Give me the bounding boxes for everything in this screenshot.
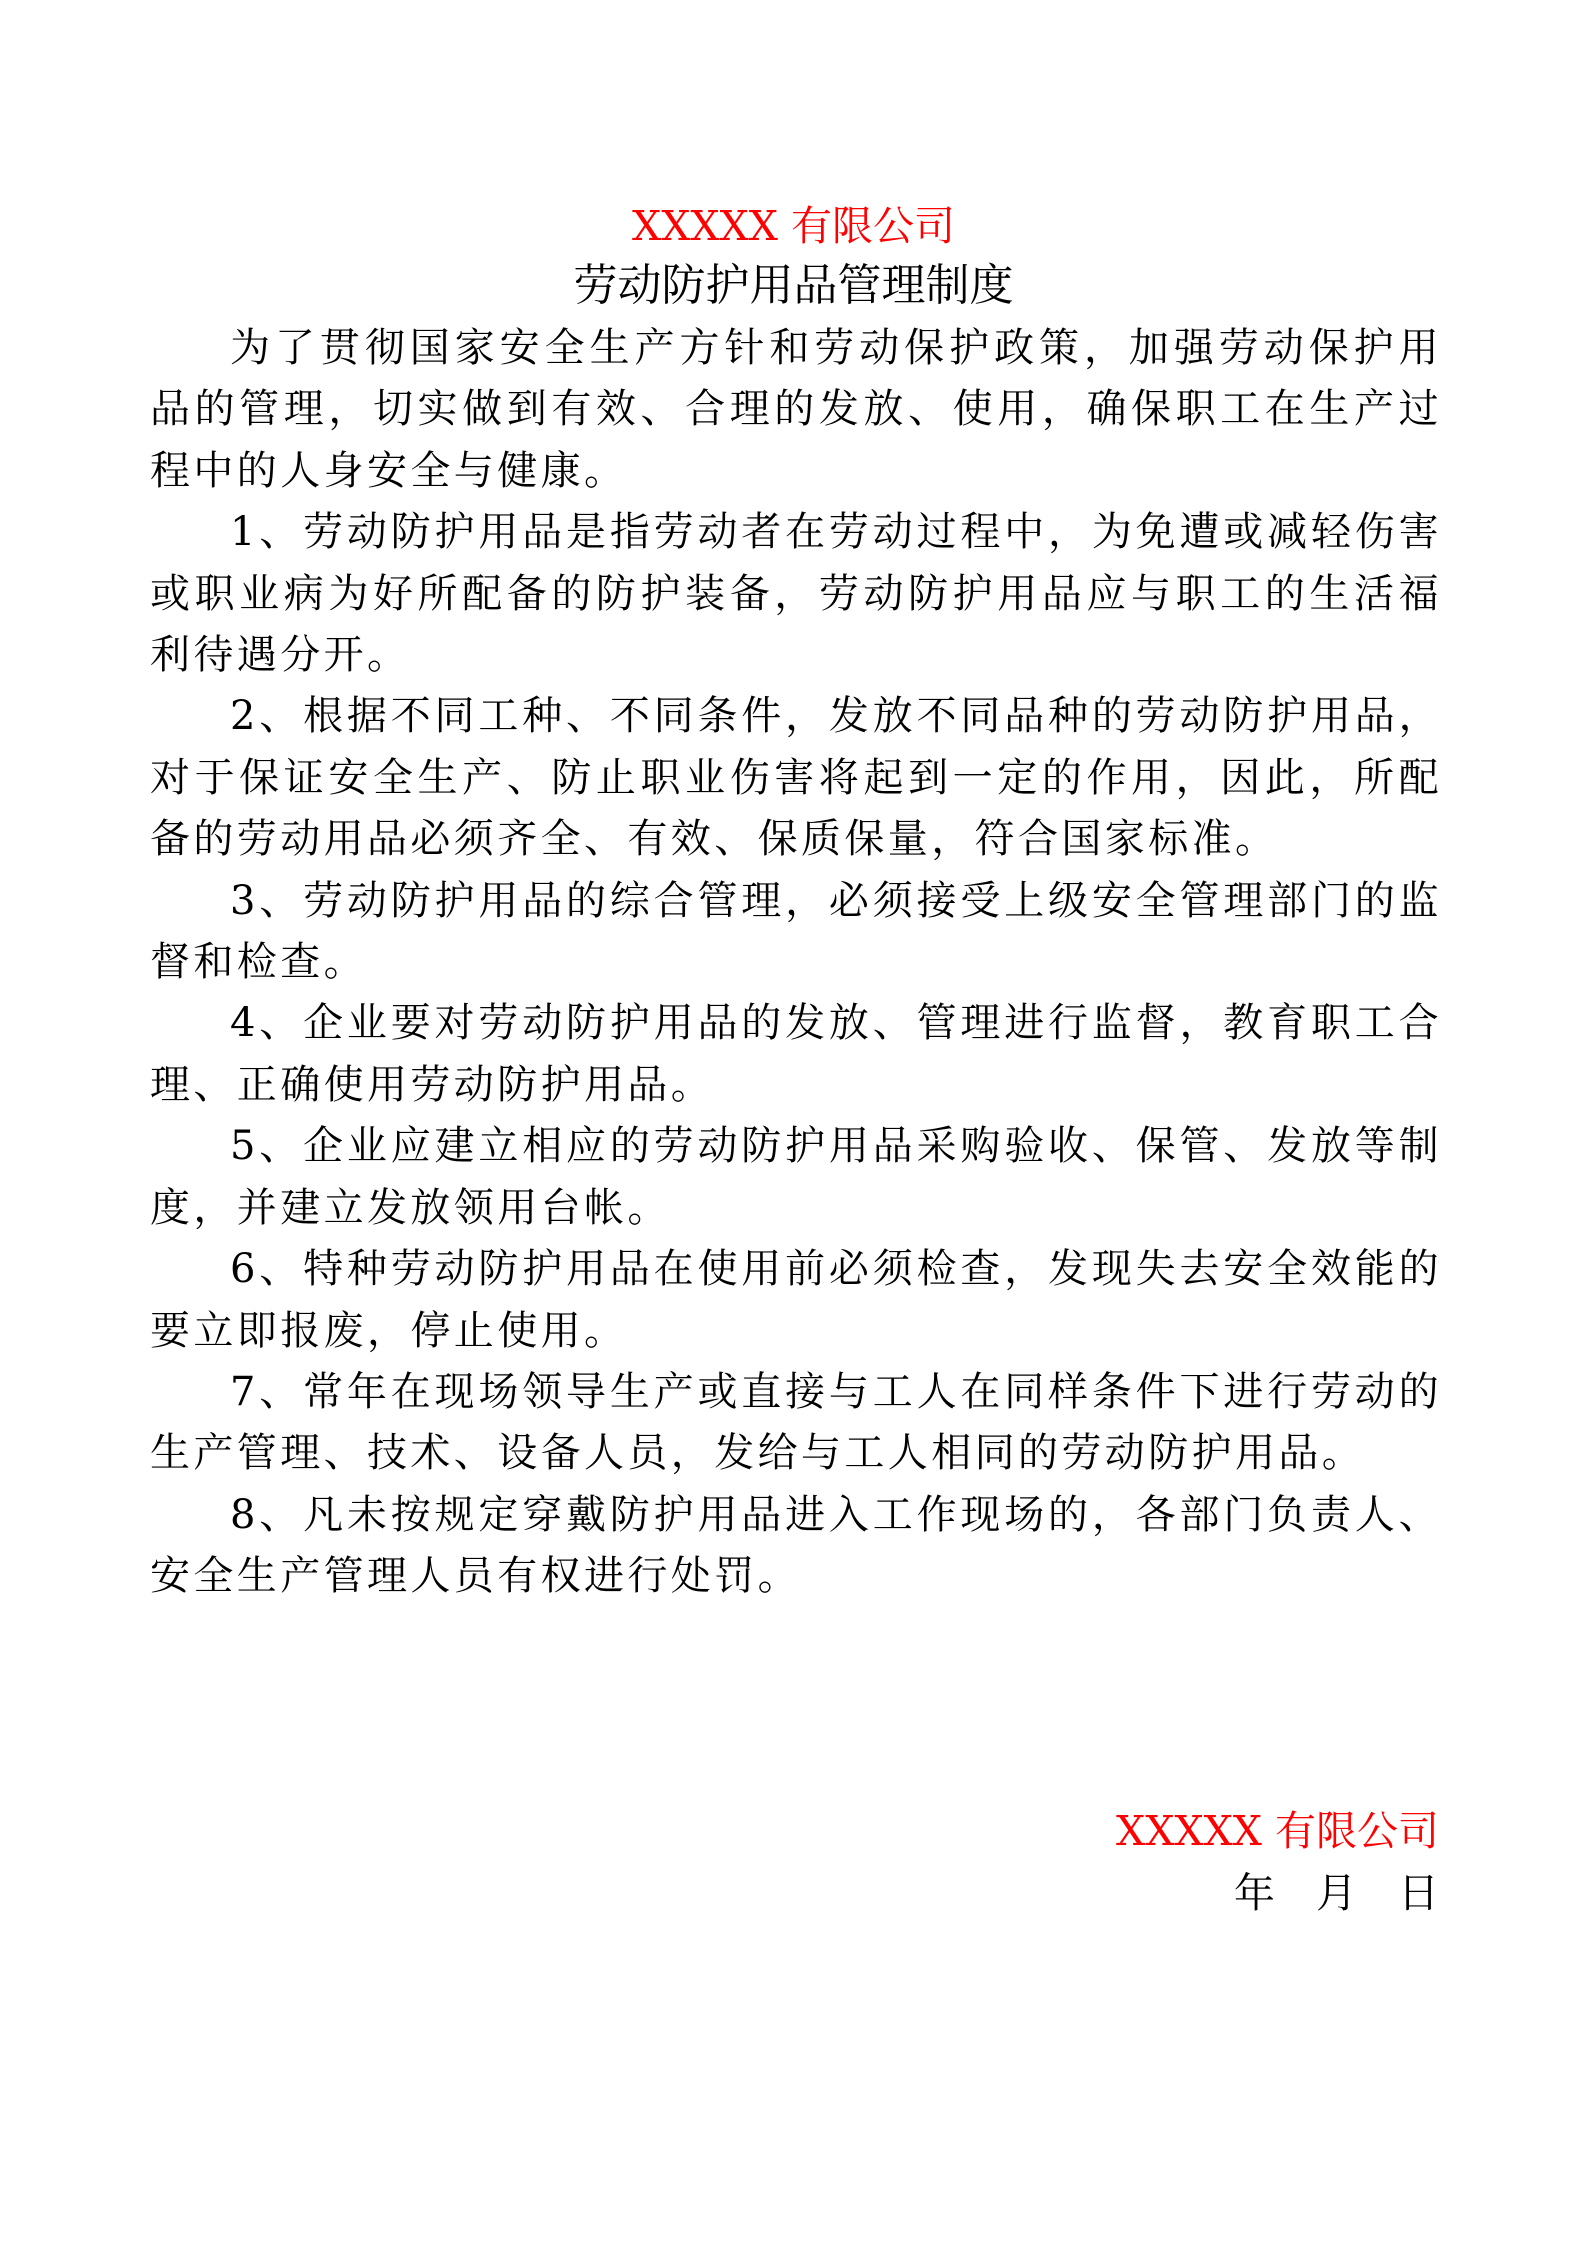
signature-company: XXXXX 有限公司	[1116, 1807, 1439, 1855]
paragraph-item-7: 7、常年在现场领导生产或直接与工人在同样条件下进行劳动的生产管理、技术、设备人员，发给与工人相同的劳动防护用品。	[150, 1368, 1442, 1477]
paragraph-intro: 为了贯彻国家安全生产方针和劳动保护政策，加强劳动保护用品的管理，切实做到有效、合理的发放、使用，确保职工在生产过程中的人身安全与健康。	[150, 325, 1442, 494]
signature-block	[1116, 1800, 1453, 1924]
paragraph-item-1: 1、劳动防护用品是指劳动者在劳动过程中，为免遭或减轻伤害或职业病为好所配备的防护装备，劳动防护用品应与职工的生活福利待遇分开。	[150, 509, 1442, 679]
paragraph-item-4: 4、企业要对劳动防护用品的发放、管理进行监督，教育职工合理、正确使用劳动防护用品。	[150, 1000, 1442, 1108]
company-header: XXXXX 有限公司	[632, 202, 955, 250]
paragraph-item-8: 8、凡未按规定穿戴防护用品进入工作现场的，各部门负责人、安全生产管理人员有权进行处罚。	[150, 1491, 1442, 1600]
document-title: 劳动防护用品管理制度	[573, 260, 1014, 311]
paragraph-item-6: 6、特种劳动防护用品在使用前必须检查，发现失去安全效能的要立即报废，停止使用。	[150, 1246, 1442, 1354]
document-body	[150, 318, 1442, 1608]
paragraph-item-3: 3、劳动防护用品的综合管理，必须接受上级安全管理部门的监督和检查。	[150, 877, 1442, 986]
paragraph-item-2: 2、根据不同工种、不同条件，发放不同品种的劳动防护用品，对于保证安全生产、防止职业伤害将起到一定的作用，因此，所配备的劳动用品必须齐全、有效、保质保量，符合国家标准。	[150, 693, 1442, 863]
paragraph-item-5: 5、企业应建立相应的劳动防护用品采购验收、保管、发放等制度，并建立发放领用台帐。	[150, 1123, 1442, 1231]
signature-date: 年 月 日	[1233, 1869, 1453, 1917]
